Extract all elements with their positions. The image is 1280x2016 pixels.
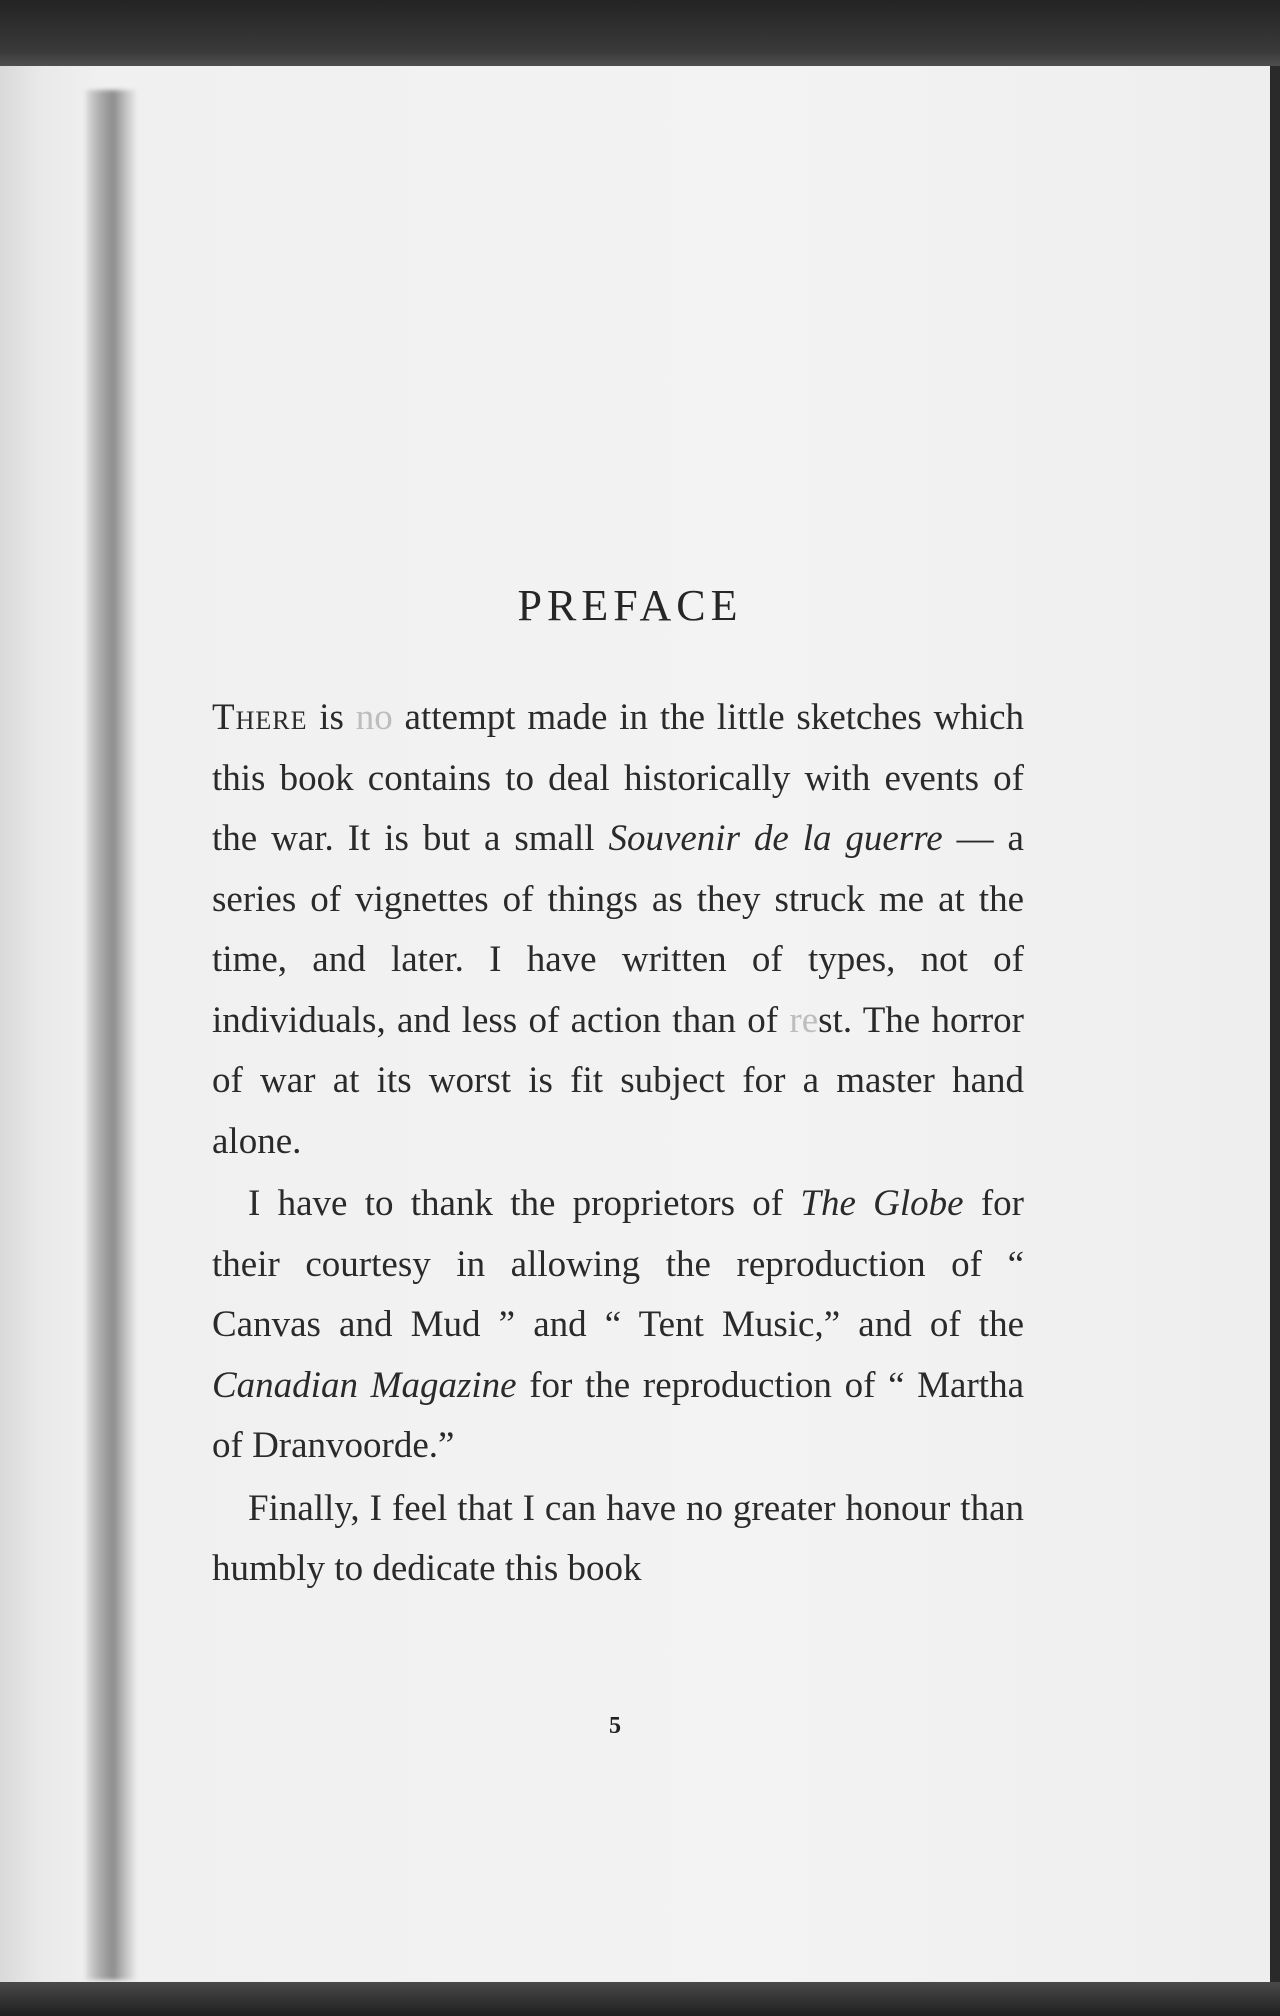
paragraph-1-text-a: is [307, 697, 356, 738]
paragraph-2-text-a: I have to thank the proprietors of [248, 1183, 801, 1224]
paragraph-1-text-c: — a series of vignettes of things as they struck me at the time, and later. I have written of types, not of individuals, and less of action than of [212, 818, 1024, 1041]
faded-word: no [355, 697, 393, 738]
paragraph-1-text-d: st. The horror of war at its worst is fit subject for a master hand alone. [212, 999, 1024, 1162]
page-number: 5 [609, 1713, 621, 1739]
paragraph-1-text-b: attempt made in the little sketches which this book contains to deal historically with events of the war. It is but a small [212, 697, 1024, 859]
paragraph-3-text: Finally, I feel that I can have no greater honour than humbly to dedicate this book [212, 1487, 1024, 1589]
page-title: PREFACE [517, 581, 743, 630]
scan-right-border [1270, 66, 1280, 1988]
paragraph-2-text-b: for their courtesy in allowing the reproduction of “ Canvas and Mud ” and “ Tent Music,” and of the [212, 1183, 1024, 1345]
italic-title-globe: The Globe [800, 1183, 964, 1224]
scan-bottom-border [0, 1982, 1280, 2016]
paragraph-2 [212, 1174, 1024, 1477]
italic-title-magazine: Canadian Magazine [212, 1364, 517, 1406]
italic-phrase: Souvenir de la guerre [608, 818, 943, 859]
paragraph-3 [212, 1479, 1024, 1600]
faded-fragment: re [789, 999, 819, 1041]
paragraph-2-text-c: for the reproduction of “ Martha of Dranvoorde.” [212, 1364, 1024, 1466]
page-gutter-shadow [86, 90, 136, 1980]
scan-top-border [0, 0, 1280, 74]
preface-body [212, 688, 1024, 1602]
paragraph-1 [212, 688, 1024, 1172]
lead-word: There [212, 697, 308, 738]
